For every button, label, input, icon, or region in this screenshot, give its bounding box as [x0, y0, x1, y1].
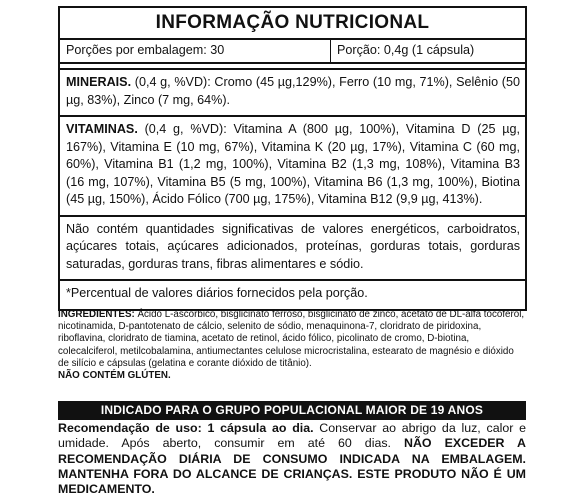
- portions-row: [60, 40, 525, 64]
- ingredients-text: Ácido L-ascórbico, bisglicinato ferroso, bisglicinato de zinco, acetato de DL-alfa tocoferol, nicotinamida, D-pantotenato de cálcio, selenito de sódio, menaquinona-7, cloridrato de piridoxina, riboflavina, cloridrato de tiamina, acetato de retinol, ácido fólico, picolinato de cromo, D-biotina, colecalciferol, metilcobalamina, antiumectantes celulose microcristalina, estearato de magnésio e dióxido de silício e cápsulas (gelatina e corante dióxido de titânio).: [58, 309, 525, 369]
- ingredients-label: INGREDIENTES:: [58, 309, 135, 320]
- daily-value-note: *Percentual de valores diários fornecidos pela porção.: [66, 286, 368, 300]
- nutrition-facts-panel: [58, 6, 527, 311]
- age-group-banner: INDICADO PARA O GRUPO POPULACIONAL MAIOR DE 19 ANOS: [58, 401, 526, 420]
- vitamins-text: (0,4 g, %VD): Vitamina A (800 µg, 100%), Vitamina D (25 µg, 167%), Vitamina E (10 mg, 67%), Vitamina K (20 µg, 17%), Vitamina C (60 mg, 60%), Vitamina B1 (1,2 mg, 100%), Vitamina B2 (1,3 mg, 108%), Vitamina B3 (16 mg, 107%), Vitamina B5 (5 mg, 100%), Vitamina B6 (1,3 mg, 100%), Biotina (45 µg, 150%), Ácido Fólico (700 µg, 175%), Vitamina B12 (9,9 µg, 413%).: [66, 122, 520, 206]
- portion-size: Porção: 0,4g (1 cápsula): [337, 43, 475, 57]
- ingredients-section: [58, 309, 526, 382]
- recommendation-text: Conservar ao abrigo da luz, calor e umidade. Após aberto, consumir em até 60 dias.: [58, 421, 526, 451]
- minerals-block: [60, 70, 525, 117]
- portions-per-package: Porções por embalagem: 30: [60, 40, 331, 62]
- recommendation-label: Recomendação de uso: 1 cápsula ao dia.: [58, 421, 314, 435]
- insignificant-note: Não contém quantidades significativas de valores energéticos, carboidratos, açúcares totais, açúcares adicionados, proteínas, gorduras totais, gorduras saturadas, gorduras trans, fibras alimentares e sódio.: [60, 217, 525, 282]
- vitamins-label: VITAMINAS.: [66, 122, 138, 136]
- vitamins-block: [60, 117, 525, 217]
- recommendation-section: [58, 421, 526, 497]
- gluten-statement: NÃO CONTÉM GLÚTEN.: [58, 370, 171, 382]
- minerals-text: (0,4 g, %VD): Cromo (45 µg,129%), Ferro (10 mg, 71%), Selênio (50 µg, 83%), Zinco (7 mg, 64%).: [66, 75, 520, 107]
- warning-text: NÃO EXCEDER A RECOMENDAÇÃO DIÁRIA DE CONSUMO INDICADA NA EMBALAGEM. MANTENHA FORA DO ALCANCE DE CRIANÇAS. ESTE PRODUTO NÃO É UM MEDICAMENTO.: [58, 436, 526, 497]
- minerals-label: MINERAIS.: [66, 75, 132, 89]
- panel-title: INFORMAÇÃO NUTRICIONAL: [60, 8, 525, 40]
